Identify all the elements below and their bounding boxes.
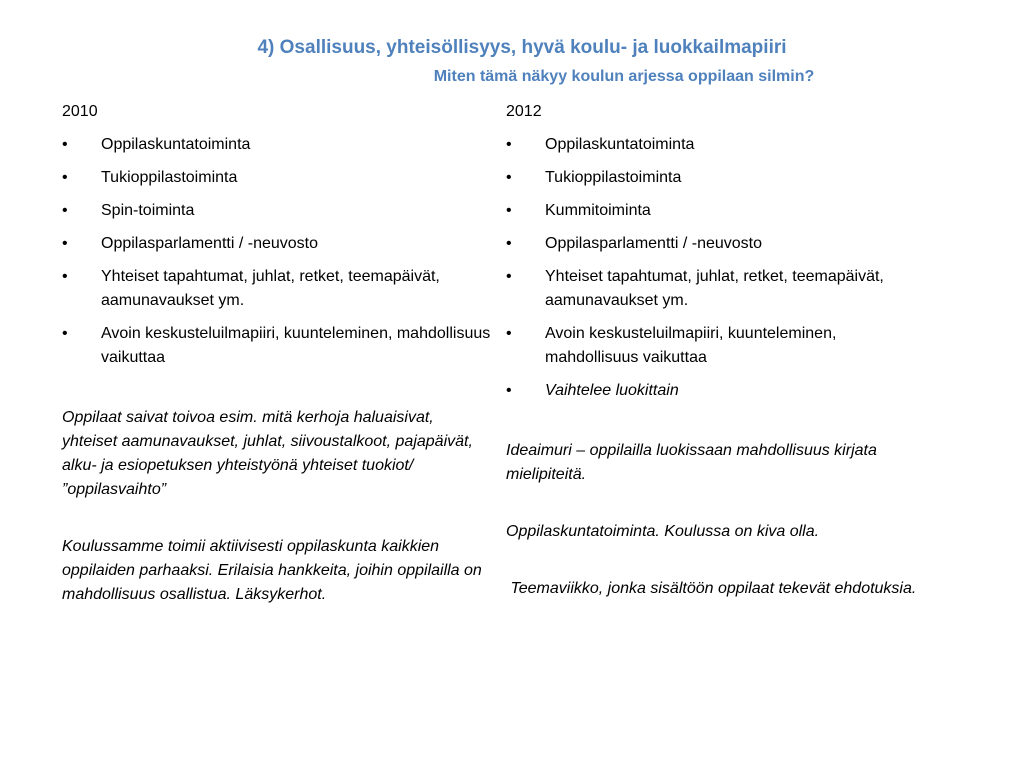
list-item: • Tukioppilastoiminta [506, 166, 926, 190]
column-2010 [62, 100, 492, 607]
year-heading: 2010 [62, 103, 98, 120]
bullet-icon: • [506, 235, 512, 252]
bullet-list [506, 133, 926, 403]
column-2012 [506, 100, 926, 601]
bullet-icon: • [506, 169, 512, 186]
bullet-icon: • [62, 202, 68, 219]
note-paragraph: Koulussamme toimii aktiivisesti oppilaskunta kaikkien oppilaiden parhaaksi. Erilaisia hankkeita, joihin oppilailla on mahdollisuus osallistua. Läksykerhot. [62, 538, 482, 603]
note-paragraph: Oppilaat saivat toivoa esim. mitä kerhoja haluaisivat, yhteiset aamunavaukset, juhlat, siivoustalkoot, pajapäivät, alku- ja esiopetuksen yhteistyönä yhteiset tuokiot/ ”oppilasvaihto” [62, 409, 473, 498]
list-item: • Spin-toiminta [62, 199, 492, 223]
bullet-icon: • [62, 235, 68, 252]
bullet-icon: • [506, 382, 512, 399]
list-item: • Kummitoiminta [506, 199, 926, 223]
bullet-icon: • [506, 202, 512, 219]
list-item: • Yhteiset tapahtumat, juhlat, retket, teemapäivät, aamunavaukset ym. [506, 265, 926, 313]
bullet-icon: • [506, 268, 512, 285]
bullet-icon: • [62, 169, 68, 186]
bullet-icon: • [62, 136, 68, 153]
bullet-list [62, 133, 492, 370]
slide-title: 4) Osallisuus, yhteisöllisyys, hyvä koulu- ja luokkailmapiiri [257, 37, 787, 58]
bullet-icon: • [62, 325, 68, 342]
list-item: • Oppilaskuntatoiminta [62, 133, 492, 157]
note-paragraph: Ideaimuri – oppilailla luokissaan mahdollisuus kirjata mielipiteitä. [506, 442, 877, 483]
list-item: • Oppilaskuntatoiminta [506, 133, 926, 157]
bullet-icon: • [62, 268, 68, 285]
list-item: • Avoin keskusteluilmapiiri, kuunteleminen, mahdollisuus vaikuttaa [62, 322, 492, 370]
note-paragraph: Oppilaskuntatoiminta. Koulussa on kiva olla. [506, 523, 820, 540]
list-item: • Oppilasparlamentti / -neuvosto [62, 232, 492, 256]
bullet-icon: • [506, 136, 512, 153]
list-item: • Oppilasparlamentti / -neuvosto [506, 232, 926, 256]
list-item: • Yhteiset tapahtumat, juhlat, retket, teemapäivät, aamunavaukset ym. [62, 265, 492, 313]
list-item: • Avoin keskusteluilmapiiri, kuunteleminen, mahdollisuus vaikuttaa [506, 322, 926, 370]
note-paragraph: Teemaviikko, jonka sisältöön oppilaat tekevät ehdotuksia. [506, 580, 917, 597]
list-item: • Tukioppilastoiminta [62, 166, 492, 190]
bullet-icon: • [506, 325, 512, 342]
list-item: • Vaihtelee luokittain [506, 379, 926, 403]
slide-subtitle: Miten tämä näkyy koulun arjessa oppilaan silmin? [433, 68, 815, 85]
year-heading: 2012 [506, 103, 542, 120]
